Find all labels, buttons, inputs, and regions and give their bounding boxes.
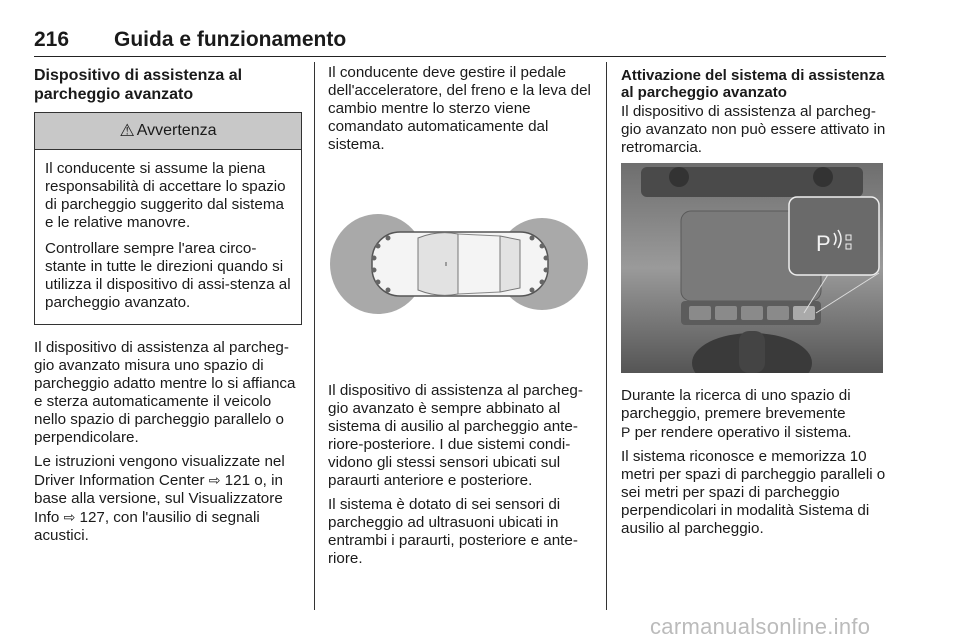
warning-header	[35, 113, 301, 150]
body-paragraph: Il sistema è dotato di sei sensori di parcheggio ad ultrasuoni ubicati in entrambi i paraurti, posteriore e ante-riore.	[328, 496, 578, 567]
page-reference-arrow-icon[interactable]: ⇨	[208, 472, 221, 488]
text-run: 121 o, in base alla versione, sul Visualizzatore Info	[34, 472, 283, 526]
body-paragraph	[34, 453, 302, 545]
column-3	[621, 64, 888, 544]
text-run: Le istruzioni vengono visualizzate nel Driver Information Center	[34, 453, 285, 489]
center-console-parking-button-photo	[621, 163, 883, 373]
parking-assist-symbol-icon: P	[621, 424, 631, 440]
body-paragraph: Il conducente deve gestire il pedale dell'acceleratore, del freno e la leva del cambio mentre lo sterzo viene comandato automaticamente dal sistema.	[328, 64, 591, 153]
text-run: per rendere operativo il sistema.	[630, 424, 852, 441]
column-2	[328, 64, 598, 574]
warning-title: Avvertenza	[136, 122, 217, 139]
page-number: 216	[34, 28, 70, 51]
text-run: Durante la ricerca di uno spazio di parcheggio, premere brevemente	[621, 387, 851, 422]
car-sensor-coverage-illustration	[328, 160, 590, 368]
parking-assist-button-icon: P	[816, 231, 831, 256]
body-paragraph	[621, 387, 888, 442]
body-paragraph: Il dispositivo di assistenza al parcheg-gio avanzato non può essere attivato in retromarcia.	[621, 103, 886, 156]
body-paragraph: Il dispositivo di assistenza al parcheg-gio avanzato misura uno spazio di parcheggio adatto mentre lo si affianca e sterza automaticamente il veicolo nello spazio di parcheggio parallelo o perpendicolare.	[34, 339, 296, 446]
warning-triangle-icon: ⚠	[119, 121, 135, 140]
watermark: carmanualsonline.info	[650, 614, 871, 639]
warning-paragraph: Il conducente si assume la piena responsabilità di accettare lo spazio di parcheggio suggerito dal sistema e le relative manovre.	[45, 160, 286, 231]
text-run: 127, con l'ausilio di segnali acustici.	[34, 509, 260, 544]
column-divider-1	[314, 62, 315, 610]
warning-paragraph: Controllare sempre l'area circo-stante in tutte le direzioni quando si utilizza il dispositivo di assi-stenza al parcheggio avanzato.	[45, 240, 291, 311]
chapter-title: Guida e funzionamento	[114, 28, 347, 51]
section-title: Dispositivo di assistenza al parcheggio avanzato	[34, 67, 243, 103]
subheading: Attivazione del sistema di assistenza al parcheggio avanzato	[621, 67, 885, 101]
warning-body	[35, 150, 301, 324]
page-reference-arrow-icon[interactable]: ⇨	[63, 509, 76, 525]
column-divider-2	[606, 62, 607, 610]
warning-box	[34, 112, 302, 325]
page-header	[34, 26, 886, 57]
body-paragraph: Il sistema riconosce e memorizza 10 metri per spazi di parcheggio paralleli o sei metri per spazi di parcheggio perpendicolari in modalità Sistema di ausilio al parcheggio.	[621, 448, 886, 537]
column-1	[34, 64, 302, 551]
body-paragraph: Il dispositivo di assistenza al parcheg-gio avanzato è sempre abbinato al sistema di ausilio al parcheggio ante-riore-posteriore. I due sistemi condi-vidono gli stessi sensori ubicati sul paraurti anteriore e posteriore.	[328, 382, 583, 489]
